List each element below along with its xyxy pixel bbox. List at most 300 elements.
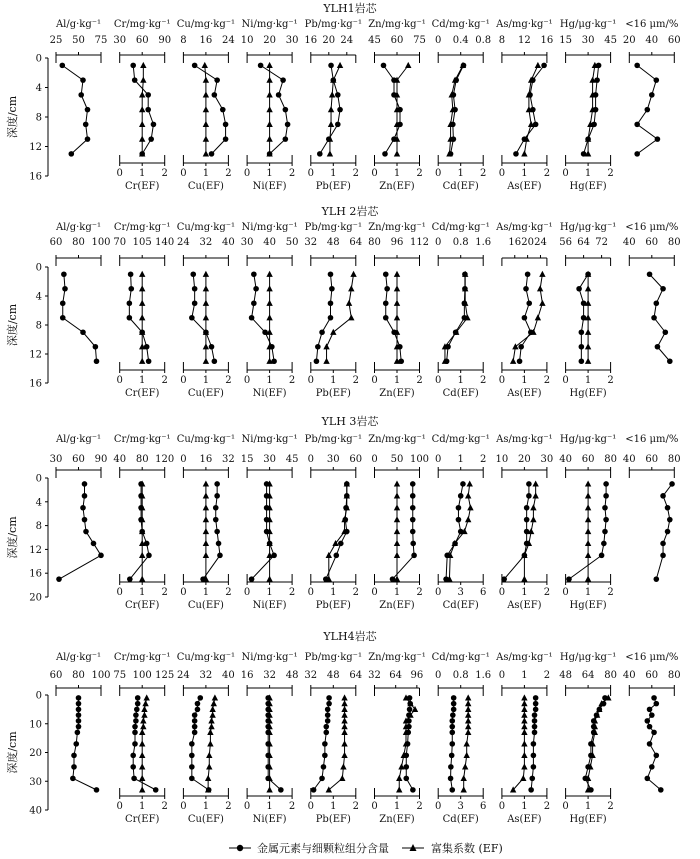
depth-tick-label: 10 — [29, 719, 42, 731]
core-title: YLH1岩芯 — [323, 2, 377, 15]
conc-point — [599, 553, 605, 559]
top-tick-label: 90 — [158, 35, 172, 46]
conc-point — [76, 724, 82, 730]
bottom-tick-label: 0 — [243, 168, 251, 179]
bottom-tick-label: 2 — [352, 168, 359, 179]
bottom-tick-label: 2 — [225, 375, 232, 386]
conc-point — [649, 712, 655, 718]
conc-point — [146, 358, 152, 364]
conc-point — [383, 271, 389, 277]
ef-point — [326, 786, 332, 792]
conc-point — [526, 493, 532, 499]
conc-point — [384, 286, 390, 292]
ef-point — [203, 300, 209, 306]
conc-point — [531, 753, 537, 759]
depth-tick-label: 12 — [29, 349, 42, 361]
conc-point — [451, 695, 457, 701]
bottom-tick-label: 2 — [161, 587, 168, 598]
panel-bottom-label: Ni(EF) — [252, 388, 287, 399]
conc-point — [71, 753, 77, 759]
conc-point — [212, 92, 218, 98]
conc-point — [651, 695, 657, 701]
depth-axis-label: 深度/cm — [6, 731, 19, 774]
top-tick-label: 1.6 — [475, 670, 492, 681]
conc-point — [334, 553, 340, 559]
panel-2 — [177, 652, 235, 825]
conc-point — [654, 77, 660, 83]
panel-1 — [113, 652, 174, 825]
top-tick-label: 16 — [304, 35, 318, 46]
bottom-tick-label: 2 — [225, 168, 232, 179]
conc-point — [249, 315, 255, 321]
panel-top-label: <16 μm/% — [625, 434, 679, 445]
ef-point — [465, 729, 471, 735]
ef-point — [585, 480, 591, 486]
ef-point — [462, 763, 468, 769]
ef-point — [203, 504, 209, 510]
panel-bottom-label: Cr(EF) — [124, 181, 160, 192]
ef-point — [346, 300, 352, 306]
panel-bottom-label: As(EF) — [507, 181, 542, 192]
panel-top-label: Cu/mg·kg⁻¹ — [176, 652, 236, 663]
conc-point — [134, 707, 140, 713]
conc-point — [80, 505, 86, 511]
bottom-tick-label: 2 — [161, 168, 168, 179]
panel-9 — [623, 652, 681, 793]
ef-point — [530, 516, 536, 522]
panel-bottom-label: Hg(EF) — [569, 814, 607, 825]
conc-point — [190, 271, 196, 277]
legend — [229, 841, 503, 855]
top-tick-label: 40 — [645, 35, 659, 46]
depth-tick-label: 0 — [35, 262, 42, 274]
ef-point — [405, 62, 411, 68]
ef-point — [142, 700, 148, 706]
top-tick-label: 60 — [49, 670, 63, 681]
legend-conc-marker — [237, 845, 243, 851]
conc-point — [645, 776, 651, 782]
top-tick-label: 2 — [543, 670, 551, 681]
bottom-tick-label: 1 — [330, 587, 337, 598]
bottom-tick-label: 1 — [330, 801, 337, 812]
panel-top-label: Cd/mg·kg⁻¹ — [431, 19, 490, 30]
bottom-tick-label: 0 — [498, 587, 506, 598]
ef-point — [140, 723, 146, 729]
conc-point — [153, 787, 159, 793]
top-tick-label: 60 — [667, 35, 681, 46]
bottom-tick-label: 0 — [498, 375, 506, 386]
conc-point — [518, 344, 524, 350]
conc-point — [220, 107, 226, 113]
conc-point — [213, 517, 219, 523]
conc-point — [82, 493, 88, 499]
panel-top-label: Ni/mg·kg⁻¹ — [241, 434, 298, 445]
conc-point — [214, 481, 220, 487]
top-tick-label: 15 — [559, 35, 572, 46]
top-tick-label: 64 — [581, 670, 595, 681]
conc-point — [132, 741, 138, 747]
ef-point — [323, 343, 329, 349]
conc-point — [135, 701, 141, 707]
top-tick-label: 40 — [113, 454, 127, 465]
bottom-tick-label: 6 — [480, 801, 487, 812]
top-tick-label: 100 — [91, 670, 111, 681]
top-tick-label: 45 — [285, 454, 299, 465]
ef-point — [266, 136, 272, 142]
panel-6 — [432, 652, 492, 825]
bottom-tick-label: 0 — [180, 801, 187, 812]
conc-point — [322, 753, 328, 759]
panel-bottom-label: Zn(EF) — [379, 181, 415, 192]
conc-point — [56, 576, 62, 582]
conc-point — [192, 300, 198, 306]
bottom-tick-label: 1 — [266, 168, 273, 179]
ef-point — [464, 752, 470, 758]
panel-bottom-label: Cu(EF) — [187, 600, 224, 611]
conc-point — [634, 122, 640, 128]
panel-top-label: Cr/mg·kg⁻¹ — [113, 652, 171, 663]
ef-point — [141, 712, 147, 718]
bottom-tick-label: 2 — [161, 375, 168, 386]
top-tick-label: 32 — [199, 670, 213, 681]
conc-point — [579, 329, 585, 335]
panel-bottom-label: Pb(EF) — [315, 181, 351, 192]
bottom-tick-label: 1 — [521, 375, 528, 386]
ef-point — [203, 106, 209, 112]
conc-point — [533, 707, 539, 713]
bottom-tick-label: 6 — [480, 587, 487, 598]
conc-point — [278, 787, 284, 793]
conc-point — [517, 358, 523, 364]
ef-point — [203, 314, 209, 320]
ef-point — [203, 516, 209, 522]
ef-point — [341, 694, 347, 700]
bottom-tick-label: 0 — [371, 587, 378, 598]
conc-point — [326, 701, 332, 707]
top-tick-label: 0.4 — [452, 35, 469, 46]
ef-point — [266, 314, 272, 320]
conc-point — [76, 695, 82, 701]
conc-point — [634, 63, 640, 69]
panel-bottom-label: Hg(EF) — [569, 600, 607, 611]
conc-point — [655, 136, 661, 142]
panel-bottom-label: Pb(EF) — [315, 600, 351, 611]
conc-point — [532, 718, 538, 724]
bottom-tick-label: 0 — [435, 375, 442, 386]
conc-point — [449, 724, 455, 730]
conc-point — [82, 481, 88, 487]
bottom-tick-label: 2 — [225, 587, 232, 598]
conc-point — [647, 724, 653, 730]
panel-top-label: Zn/mg·kg⁻¹ — [368, 434, 426, 445]
ef-point — [465, 717, 471, 723]
bottom-tick-label: 0 — [243, 587, 251, 598]
panel-1 — [113, 19, 171, 192]
bottom-tick-label: 0 — [116, 587, 123, 598]
conc-point — [328, 271, 334, 277]
panel-bottom-label: Pb(EF) — [315, 814, 351, 825]
bottom-tick-label: 1 — [266, 375, 273, 386]
ef-point — [328, 121, 334, 127]
ef-point — [208, 723, 214, 729]
bottom-tick-label: 0 — [116, 375, 123, 386]
panel-top-label: <16 μm/% — [625, 19, 679, 30]
bottom-tick-label: 2 — [543, 168, 551, 179]
legend-conc-label: 金属元素与细颗粒组分含量 — [257, 842, 389, 855]
panel-top-label: Hg/μg·kg⁻¹ — [559, 652, 617, 663]
conc-point — [451, 707, 457, 713]
ef-point — [139, 271, 145, 277]
ef-point — [203, 91, 209, 97]
bottom-tick-label: 2 — [352, 801, 359, 812]
conc-point — [451, 701, 457, 707]
conc-point — [529, 776, 535, 782]
bottom-tick-label: 0 — [180, 587, 187, 598]
conc-point — [85, 107, 91, 113]
conc-point — [579, 358, 585, 364]
ef-point — [203, 358, 209, 364]
bottom-tick-label: 2 — [543, 587, 551, 598]
conc-point — [127, 576, 133, 582]
bottom-tick-label: 1 — [584, 168, 592, 179]
ef-point — [585, 285, 591, 291]
conc-point — [647, 707, 653, 713]
conc-point — [76, 718, 82, 724]
top-tick-label: 0 — [435, 454, 442, 465]
ef-point — [465, 516, 471, 522]
core-YLH3 — [5, 414, 681, 611]
ef-point — [520, 775, 526, 781]
ef-point — [510, 358, 516, 364]
panel-bottom-label: Cr(EF) — [124, 388, 160, 399]
conc-point — [667, 517, 673, 523]
conc-point — [216, 541, 222, 547]
ef-point — [535, 314, 541, 320]
panel-4 — [304, 652, 362, 825]
conc-point — [317, 151, 323, 157]
ef-point — [394, 492, 400, 498]
ef-point — [521, 763, 527, 769]
bottom-tick-label: 0 — [116, 168, 123, 179]
conc-point — [130, 63, 136, 69]
conc-point — [127, 300, 133, 306]
conc-point — [69, 151, 75, 157]
conc-point — [456, 517, 462, 523]
depth-axis-label: 深度/cm — [6, 303, 19, 347]
ef-point — [585, 528, 591, 534]
conc-point — [189, 753, 195, 759]
panel-top-label: As/mg·kg⁻¹ — [496, 652, 553, 663]
depth-tick-label: 16 — [29, 568, 42, 580]
top-tick-label: 80 — [667, 237, 681, 248]
ef-point — [139, 729, 145, 735]
bottom-tick-label: 1 — [139, 587, 146, 598]
conc-point — [513, 151, 519, 157]
panel-1 — [113, 222, 174, 399]
ef-point — [141, 706, 147, 712]
conc-point — [325, 712, 331, 718]
conc-point — [73, 741, 79, 747]
ef-point — [207, 729, 213, 735]
conc-point — [526, 300, 532, 306]
conc-point — [328, 315, 334, 321]
panel-top-label: Cr/mg·kg⁻¹ — [113, 434, 171, 445]
ef-point — [585, 540, 591, 546]
ef-point — [532, 480, 538, 486]
conc-point — [566, 576, 572, 582]
ef-point — [394, 480, 400, 486]
conc-point — [146, 553, 152, 559]
bottom-tick-label: 2 — [416, 801, 423, 812]
ef-point — [339, 775, 345, 781]
top-tick-label: 80 — [135, 454, 149, 465]
conc-point — [135, 695, 141, 701]
depth-axis-label: 深度/cm — [6, 516, 19, 559]
top-tick-label: 60 — [390, 35, 404, 46]
conc-point — [133, 712, 139, 718]
bottom-tick-label: 0 — [243, 375, 251, 386]
conc-point — [85, 136, 91, 142]
conc-point — [192, 712, 198, 718]
top-tick-label: 0 — [371, 454, 378, 465]
ef-point — [266, 285, 272, 291]
conc-point — [634, 151, 640, 157]
conc-point — [132, 77, 138, 83]
bottom-tick-label: 0 — [243, 801, 251, 812]
panel-9 — [623, 222, 681, 364]
top-tick-label: 0 — [180, 454, 187, 465]
bottom-tick-label: 1 — [393, 375, 401, 386]
ef-point — [203, 77, 209, 83]
top-tick-label: 64 — [389, 670, 403, 681]
bottom-tick-label: 2 — [288, 168, 296, 179]
ef-point — [350, 271, 356, 277]
top-tick-label: 1 — [457, 454, 464, 465]
bottom-tick-label: 0 — [562, 801, 569, 812]
top-tick-label: 10 — [240, 35, 254, 46]
top-tick-label: 16 — [240, 670, 254, 681]
conc-point — [522, 315, 528, 321]
conc-point — [410, 493, 416, 499]
conc-point — [209, 151, 215, 157]
core-title: YLH 3岩芯 — [321, 415, 379, 428]
conc-point — [145, 107, 151, 113]
top-tick-label: 105 — [132, 237, 152, 248]
depth-tick-label: 12 — [29, 544, 42, 556]
top-tick-label: 125 — [155, 670, 175, 681]
core-title: YLH 2岩芯 — [321, 205, 379, 218]
ef-point — [327, 150, 333, 156]
ef-point — [202, 62, 208, 68]
ef-point — [340, 763, 346, 769]
top-tick-label: 40 — [222, 670, 235, 681]
ef-point — [139, 300, 145, 306]
ef-point — [348, 285, 354, 291]
ef-point — [266, 62, 272, 68]
ef-point — [521, 700, 527, 706]
bottom-tick-label: 3 — [457, 801, 464, 812]
ef-point — [394, 516, 400, 522]
ef-point — [341, 712, 347, 718]
bottom-tick-label: 1 — [521, 587, 528, 598]
conc-point — [192, 724, 198, 730]
bottom-tick-label: 1 — [457, 168, 464, 179]
panel-bottom-label: Cd(EF) — [442, 600, 479, 611]
conc-point — [533, 695, 539, 701]
top-tick-label: 20 — [322, 35, 336, 46]
panel-top-label: Hg/μg·kg⁻¹ — [559, 19, 617, 30]
conc-point — [603, 517, 609, 523]
conc-point — [328, 63, 334, 69]
conc-point — [449, 787, 455, 793]
conc-point — [223, 122, 229, 128]
bottom-tick-label: 2 — [607, 587, 614, 598]
bottom-tick-label: 0 — [371, 375, 378, 386]
conc-point — [531, 764, 537, 770]
ef-point — [209, 712, 215, 718]
conc-point — [98, 553, 104, 559]
ef-point — [394, 271, 400, 277]
bottom-tick-label: 1 — [266, 587, 273, 598]
conc-point — [285, 122, 291, 128]
top-tick-label: 24 — [177, 237, 190, 248]
conc-point — [213, 505, 219, 511]
conc-point — [325, 718, 331, 724]
conc-point — [192, 718, 198, 724]
top-tick-label: 64 — [577, 237, 590, 248]
bottom-tick-label: 3 — [457, 587, 464, 598]
depth-tick-label: 20 — [29, 592, 42, 604]
panel-top-label: <16 μm/% — [625, 222, 679, 233]
conc-point — [526, 481, 532, 487]
panel-7 — [495, 222, 553, 399]
conc-point — [328, 300, 334, 306]
panel-bottom-label: Cu(EF) — [187, 181, 224, 192]
conc-point — [649, 92, 655, 98]
panel-top-label: Cr/mg·kg⁻¹ — [113, 222, 171, 233]
depth-axis-label: 深度/cm — [6, 95, 19, 139]
ef-point — [139, 314, 145, 320]
ef-point — [203, 285, 209, 291]
ef-point — [585, 343, 591, 349]
panel-4 — [305, 434, 363, 611]
bottom-tick-label: 0 — [435, 801, 442, 812]
top-tick-label: 30 — [540, 454, 554, 465]
depth-tick-label: 4 — [35, 497, 42, 509]
conc-line — [63, 274, 97, 361]
ef-point — [209, 706, 215, 712]
top-tick-label: 112 — [409, 237, 430, 248]
panel-bottom-label: Ni(EF) — [252, 600, 287, 611]
conc-point — [80, 329, 86, 335]
ef-point — [329, 91, 335, 97]
ef-point — [394, 300, 400, 306]
depth-tick-label: 20 — [29, 748, 42, 759]
top-tick-label: 24 — [177, 670, 190, 681]
bottom-tick-label: 0 — [180, 375, 187, 386]
bottom-tick-label: 2 — [543, 375, 551, 386]
conc-point — [579, 344, 585, 350]
conc-point — [132, 724, 138, 730]
depth-tick-label: 40 — [29, 805, 42, 817]
ef-point — [203, 552, 209, 558]
panel-9 — [623, 19, 681, 157]
conc-point — [654, 753, 660, 759]
ef-point — [539, 271, 545, 277]
conc-point — [531, 741, 537, 747]
bottom-tick-label: 0 — [307, 801, 314, 812]
bottom-tick-label: 0 — [116, 801, 123, 812]
